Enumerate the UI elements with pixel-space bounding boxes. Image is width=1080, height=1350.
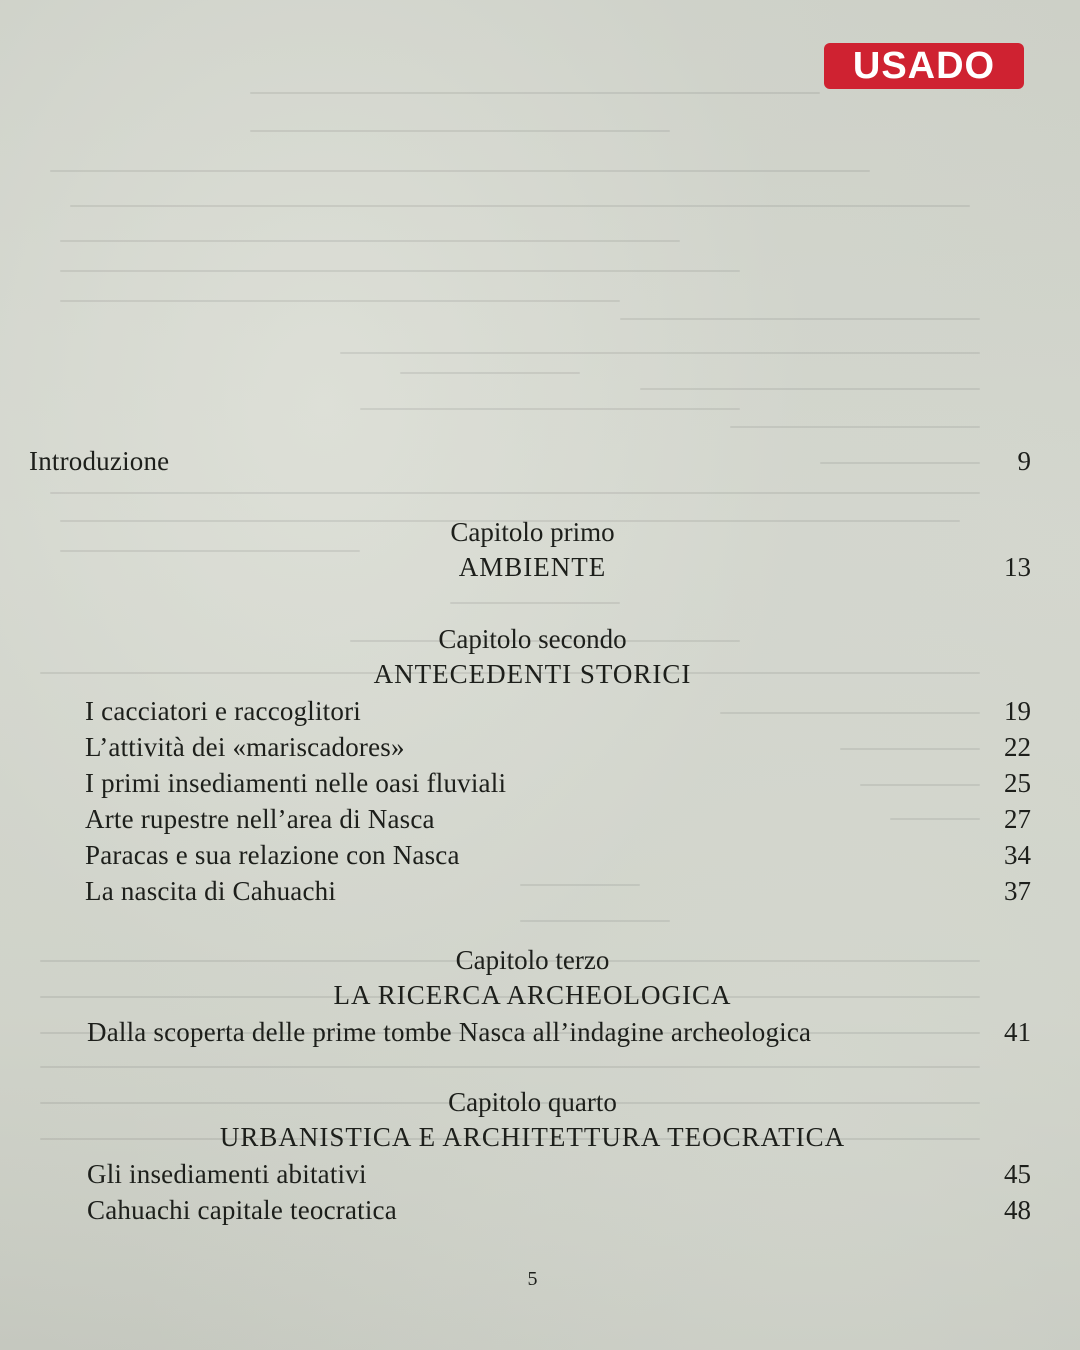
- toc-entry: Paracas e sua relazione con Nasca: [85, 840, 460, 870]
- chapter-1-page: 13: [1004, 552, 1031, 582]
- chapter-3-title: LA RICERCA ARCHEOLOGICA: [333, 980, 732, 1010]
- toc-page-number: 25: [1004, 768, 1031, 798]
- chapter-3-label: Capitolo terzo: [455, 945, 610, 975]
- toc-page-number: 27: [1004, 804, 1031, 834]
- used-badge: USADO: [824, 43, 1024, 89]
- chapter-4-title: URBANISTICA E ARCHITETTURA TEOCRATICA: [219, 1122, 846, 1152]
- toc-entry: Arte rupestre nell’area di Nasca: [85, 804, 435, 834]
- toc-page-number: 45: [1004, 1159, 1031, 1189]
- toc-page-number: 41: [1004, 1017, 1031, 1047]
- toc-page-number: 19: [1004, 696, 1031, 726]
- toc-entry: I cacciatori e raccoglitori: [85, 696, 361, 726]
- toc-page-number: 48: [1004, 1195, 1031, 1225]
- toc-page-number: 37: [1004, 876, 1031, 906]
- chapter-2-title: ANTECEDENTI STORICI: [373, 659, 692, 689]
- toc-entry: Gli insediamenti abitativi: [87, 1159, 367, 1189]
- toc-entry-introduzione: Introduzione: [29, 446, 170, 476]
- toc-entry: L’attività dei «mariscadores»: [85, 732, 405, 762]
- page-folio: 5: [527, 1268, 538, 1290]
- chapter-4-label: Capitolo quarto: [448, 1087, 617, 1117]
- chapter-1-label: Capitolo primo: [450, 517, 615, 547]
- toc-page-number: 22: [1004, 732, 1031, 762]
- toc-entry: Dalla scoperta delle prime tombe Nasca all’indagine archeologica: [87, 1017, 812, 1047]
- toc-page-number: 34: [1004, 840, 1031, 870]
- chapter-2-label: Capitolo secondo: [438, 624, 627, 654]
- toc-entry: Cahuachi capitale teocratica: [87, 1195, 397, 1225]
- chapter-1-title: AMBIENTE: [458, 552, 607, 582]
- toc-page-introduzione: 9: [1017, 446, 1031, 476]
- toc-entry: La nascita di Cahuachi: [85, 876, 337, 906]
- toc-entry: I primi insediamenti nelle oasi fluviali: [85, 768, 507, 798]
